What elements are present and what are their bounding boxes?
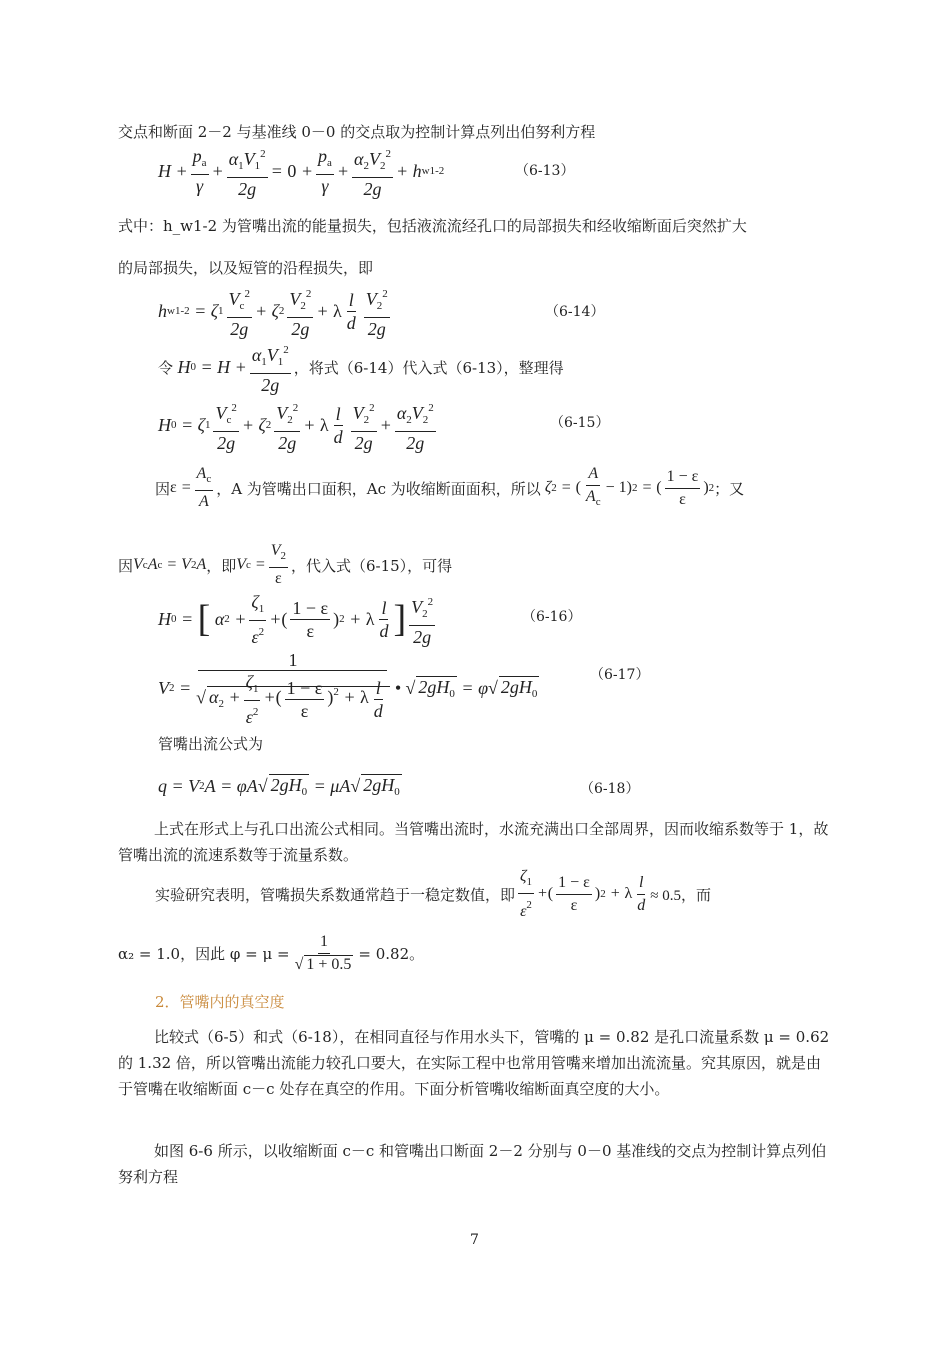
epsilon-definition: 因 ε = $\frac{A_c}{A}$ ，A 为管嘴出口面积，Ac 为收缩断面面积，所以 ζ 2 = ( $\frac{A}{A_c}$ − 1) 2 = ( $\frac{1 - \varepsilon}{\varepsilon}$ ) 2 ；又 bbox=[155, 465, 745, 510]
paragraph-5: 如图 6-6 所示，以收缩断面 c－c 和管嘴出口断面 2－2 分别与 0－0 基准线的交点为控制计算点列伯努利方程 bbox=[118, 1142, 827, 1186]
equation-label: （6-17） bbox=[590, 667, 650, 683]
equation-label: （6-18） bbox=[580, 781, 640, 797]
where-line-1: 式中：h_w1-2 为管嘴出流的能量损失，包括液流流经孔口的局部损失和经收缩断面后突然扩大 bbox=[118, 217, 747, 235]
equation-label: （6-16） bbox=[522, 609, 582, 625]
outflow-formula-title: 管嘴出流公式为 bbox=[158, 735, 264, 753]
let-equation: 令 H 0 = H + $\frac{\alpha_1V_1^2}{2g}$ ，将式（6-14）代入式（6-13），整理得 bbox=[158, 342, 564, 392]
equation-6-14: h w1-2 = ζ 1 $\frac{V_c^2}{2g}$ + ζ 2 $\frac{V_2^2}{2g}$ + λ $\frac{l}{d}$ $\frac{V_2^2}{2g}$ bbox=[158, 286, 393, 336]
paragraph-1: 上式在形式上与孔口出流公式相同。当管嘴出流时，水流充满出口全部周界，因而收缩系数等于 1，故管嘴出流的流速系数等于流量系数。 bbox=[118, 820, 829, 864]
equation-6-15: H 0 = ζ 1 $\frac{V_c^2}{2g}$ + ζ 2 $\frac{V_2^2}{2g}$ + λ $\frac{l}{d}$ $\frac{V_2^2}{2g}$ + $\frac{\alpha_2V_2^2}{2g}$ bbox=[158, 400, 439, 450]
section-heading: 2．管嘴内的真空度 bbox=[155, 993, 285, 1011]
equation-6-16: H 0 = [ α 2 + $\frac{\zeta_1}{\varepsilon^2}$ + ( $\frac{1 - \varepsilon}{\varepsilon}$ ) 2 + λ $\frac{l}{d}$ ] $\frac{V_2^2}{2g}$ bbox=[158, 591, 434, 647]
page-number: 7 bbox=[470, 1232, 479, 1248]
equation-label: （6-14） bbox=[545, 304, 605, 320]
where-line-2: 的局部损失，以及短管的沿程损失，即 bbox=[118, 259, 374, 277]
intro-line: 交点和断面 2－2 与基准线 0－0 的交点取为控制计算点列出伯努利方程 bbox=[118, 123, 596, 141]
let-line-text: ，将式（6-14）代入式（6-13），整理得 bbox=[293, 358, 564, 377]
paragraph-3: α₂ = 1.0，因此 φ = μ = $\frac{1}{√ 1 + 0.5}$ = 0.82。 bbox=[118, 932, 425, 973]
equation-6-13: H + $\frac{p_a}{\gamma}$ + $\frac{\alpha_1V_1^2}{2g}$ = 0 + $\frac{p_a}{\gamma}$ + $\frac{\alpha_2V_2^2}{2g}$ + h w1-2 bbox=[158, 146, 444, 196]
paragraph-2: 实验研究表明，管嘴损失系数通常趋于一稳定数值，即 $\frac{\zeta_1}{\varepsilon^2}$ + ( $\frac{1 - \varepsilon}{\varepsilon}$ ) 2 + λ $\frac{l}{d}$ ≈ 0.5，而 bbox=[155, 867, 711, 920]
equation-6-17: V 2 = 1 √ $\alpha_2$ + $\frac{\zeta_1}{\varepsilon^2}$ +( $\frac{1 - \varepsilon}{\varepsilon}$ )$^2$ + λ $\frac{l}{d}$ • √ $2gH_0$ = φ √ $2gH_0$ bbox=[158, 649, 538, 727]
equation-label: （6-13） bbox=[515, 163, 575, 179]
equation-6-18: q = V 2 A = φA √ $2gH_0$ = μA √ $2gH_0$ bbox=[158, 775, 400, 798]
paragraph-4: 比较式（6-5）和式（6-18），在相同直径与作用水头下，管嘴的 μ = 0.82 是孔口流量系数 μ = 0.62 的 1.32 倍，所以管嘴出流能力较孔口要大，在实际工程中也常用管嘴来增加出流流量。究其原因，就是由于管嘴在收缩断面 c－c 处存在真空的作用。下面分析管嘴收缩断面真空度的大小。 bbox=[118, 1028, 830, 1098]
velocity-relation: 因 V c A c = V 2 A ，即 V c = $\frac{V_2}{\varepsilon}$ ，代入式（6-15），可得 bbox=[118, 542, 453, 587]
equation-label: （6-15） bbox=[550, 415, 610, 431]
